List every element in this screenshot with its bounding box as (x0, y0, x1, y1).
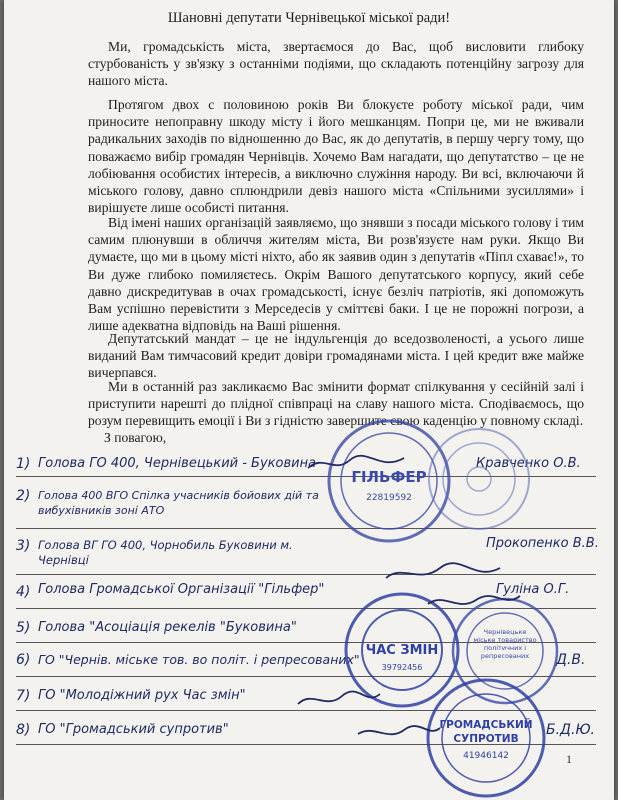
stamp-suprotyv-line2: СУПРОТИВ (453, 733, 519, 745)
signatory-org: ГО "Молодіжний рух Час змін" (38, 688, 246, 703)
paragraph-3 (88, 214, 584, 334)
signatory-number: 5) (16, 620, 31, 636)
signature-1 (304, 452, 414, 476)
signatory-name: Кравченко О.В. (476, 456, 581, 471)
signature-7 (294, 688, 384, 712)
stamp-emblem (424, 424, 534, 534)
signatory-org: Голова "Асоціація рекелів "Буковина" (38, 620, 297, 635)
page-number: 1 (566, 752, 572, 766)
paragraph-4 (88, 330, 584, 382)
paragraph-4-text: Депутатський мандат – це не індульгенція до вседозволеності, а усього лише виданий Вам тимчасовий кредит довіри громадянами міста. І цей кредит вже майже вичерпався. (88, 331, 584, 381)
paragraph-1 (88, 38, 584, 90)
stamp-chas-zmin-name: ЧАС ЗМІН (365, 643, 439, 658)
signatory-number: 3) (16, 538, 31, 554)
signatory-org: Голова 400 ВГО Спілка учасників бойових дій та вибухівників зоні АТО (38, 489, 319, 517)
stamp-chas-zmin-code: 39792456 (381, 663, 423, 672)
stamp-gilfer-code: 22819592 (366, 493, 412, 503)
paragraph-1-text: Ми, громадськість міста, звертаємося до Вас, щоб висловити глибоку стурбованість у зв'язку з останніми подіями, що складають потенційну загрозу для нашого міста. (88, 39, 584, 89)
signature-4 (424, 590, 524, 614)
document-page (4, 0, 614, 800)
signatory-name: Гуліна О.Г. (496, 582, 570, 597)
signatory-number: 7) (16, 688, 31, 704)
signatory-name: Прокопенко В.В. (486, 536, 599, 551)
signatory-row (16, 534, 599, 575)
signatory-org: Голова ВГ ГО 400, Чорнобиль Буковини м. Чернівці (38, 538, 293, 567)
paragraph-2-text: Протягом двох с половиною років Ви блокуєте роботу міської ради, чим приносите непоправну шкоду місту і його мешканцям. Попри це, ми не вживали радикальних заходів по відношенню до Вас, як до депутатів, в першу чергу тому, що поважаємо вибір громадян Чернівців. Хочемо Вам нагадати, що депутатство – це не лобіювання особистих інтересів, а виключно служіння народу. Ви всі, включаючи й міського голову, давно сплюндрили девіз нашого міста «Спільними зусиллями» і вирішуєте лише особисті питання. (88, 97, 584, 216)
signatory-org: Голова ГО 400, Чернівецький - Буковина (38, 456, 317, 471)
stamp-suprotyv-line1: ГРОМАДСЬКИЙ (439, 719, 533, 731)
signatory-number: 2) (16, 488, 31, 504)
paragraph-5-text: Ми в останній раз закликаємо Вас змінити формат спілкування у сесійній залі і приступити нарешті до плідної співпраці на славу нашого міста. Сподіваємось, що розум перевищить емоції і Ви з гідністю завершите свою каденцію у повному складі. (88, 379, 584, 429)
signature-3 (384, 560, 504, 586)
signatory-number: 8) (16, 722, 31, 738)
paragraph-2 (88, 96, 584, 216)
closing-text: З повагою, (104, 430, 167, 445)
signatory-org: ГО "Громадський супротив" (38, 722, 229, 737)
signature-8 (354, 720, 444, 744)
stamp-gilfer-name: ГІЛЬФЕР (351, 468, 427, 486)
stamp-repressed-society-text: Чернівецьке міське товариство політичних і репресованих (473, 628, 537, 660)
document-title: Шановні депутати Чернівецької міської ради! (167, 10, 451, 26)
signatory-org: Голова Громадської Організації "Гільфер" (38, 582, 325, 597)
signatory-number: 1) (16, 456, 31, 472)
signatory-name: Б.Д.Ю. (546, 722, 596, 738)
signatory-number: 4) (16, 584, 31, 600)
stamp-suprotyv-code: 41946142 (463, 751, 509, 761)
signatory-name: Д.В. (556, 652, 586, 668)
signatory-number: 6) (16, 652, 31, 668)
paragraph-3-text: Від імені наших організацій заявляємо, що знявши з посади міського голову і тим самим плюнувши в обличчя жителям міста, Ви розв'язуєте нам руки. Якщо Ви думаєте, що ми в цьому місті ніхто, або як заявив один з депутатів «Піпл схаває!», то Ви дуже глибоко помиляєтесь. Окрім Вашого депутатського корпусу, який себе давно дискредитував в очах громадськості, існує безліч патріотів, які допоможуть Вам успішно перевістити з Мерседесів у сміттєві баки. І це не порожні погрози, а лише адекватна відповідь на Ваші рішення. (88, 215, 584, 334)
signatory-org: ГО "Чернів. міське тов. во політ. і репресованих" (38, 652, 360, 667)
